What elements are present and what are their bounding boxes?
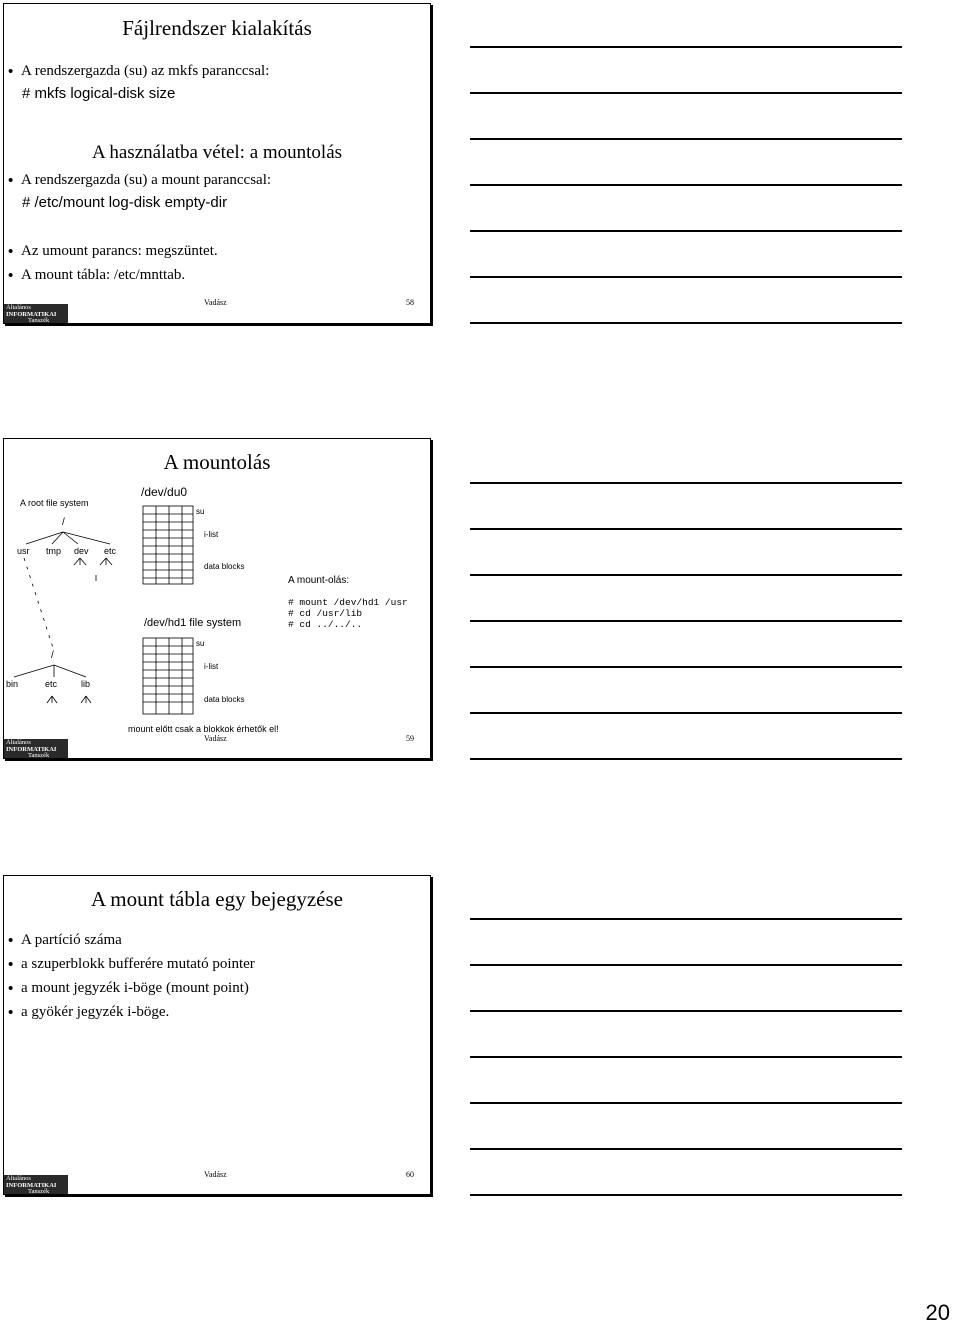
- department-logo: Általános INFORMATIKAI Tanszék: [4, 739, 68, 758]
- hd1-label: /dev/hd1 file system: [144, 617, 242, 629]
- dir-lib: lib: [81, 679, 91, 689]
- bullet: • a mount jegyzék i-böge (mount point): [21, 980, 249, 997]
- slide-title: A mount tábla egy bejegyzése: [91, 887, 343, 911]
- device-du0-label: /dev/du0: [141, 485, 188, 499]
- ilist-label: i-list: [204, 530, 219, 539]
- department-logo: Általános INFORMATIKAI Tanszék: [4, 304, 68, 323]
- bullet: • a szuperblokk bufferére mutató pointer: [21, 956, 255, 973]
- department-logo: Általános INFORMATIKAI Tanszék: [4, 1175, 68, 1194]
- slide-59: [3, 438, 431, 759]
- code-line: # cd ../../..: [288, 619, 363, 630]
- slide-title: A mountolás: [163, 450, 271, 474]
- datablocks-label: data blocks: [204, 562, 245, 571]
- page-number: 20: [925, 1300, 950, 1325]
- command-line: # mkfs logical-disk size: [22, 85, 176, 102]
- bullet: • A partíció száma: [21, 932, 122, 949]
- dir-bin: bin: [6, 679, 19, 689]
- ilist-label: i-list: [204, 662, 219, 671]
- dir-etc: etc: [45, 679, 58, 689]
- mount-olas-label: A mount-olás:: [288, 575, 350, 586]
- footer-page: 58: [406, 298, 414, 307]
- dir-usr: usr: [17, 546, 30, 556]
- code-line: # cd /usr/lib: [288, 608, 363, 619]
- slide-subtitle: A használatba vétel: a mountolás: [91, 142, 343, 163]
- code-line: # mount /dev/hd1 /usr: [288, 597, 408, 608]
- dir-dev: dev: [74, 546, 89, 556]
- datablocks-label: data blocks: [204, 695, 245, 704]
- footer-author: Vadász: [204, 734, 227, 743]
- footer-page: 60: [406, 1170, 414, 1179]
- command-line: # /etc/mount log-disk empty-dir: [22, 194, 228, 211]
- slide-60: [3, 875, 431, 1195]
- note-text: mount előtt csak a blokkok érhetők el!: [128, 724, 279, 734]
- bullet: • Az umount parancs: megszüntet.: [21, 243, 218, 260]
- slide-58: [3, 3, 431, 324]
- footer-page: 59: [406, 734, 414, 743]
- footer-author: Vadász: [204, 298, 227, 307]
- bullet: • a gyökér jegyzék i-böge.: [21, 1004, 169, 1021]
- sub-root-dir: /: [51, 650, 54, 661]
- root-label: A root file system: [20, 498, 89, 508]
- root-dir: /: [62, 517, 65, 528]
- footer-author: Vadász: [204, 1170, 227, 1179]
- bullet: • A mount tábla: /etc/mnttab.: [21, 267, 185, 284]
- bullet: • A rendszergazda (su) az mkfs paranccsal:: [21, 63, 269, 80]
- superblock-label: su: [196, 507, 205, 516]
- slide-title: Fájlrendszer kialakítás: [122, 16, 312, 40]
- dir-tmp: tmp: [46, 546, 62, 556]
- dir-etc: etc: [104, 546, 117, 556]
- bullet: • A rendszergazda (su) a mount paranccsal:: [21, 172, 271, 189]
- superblock-label: su: [196, 639, 205, 648]
